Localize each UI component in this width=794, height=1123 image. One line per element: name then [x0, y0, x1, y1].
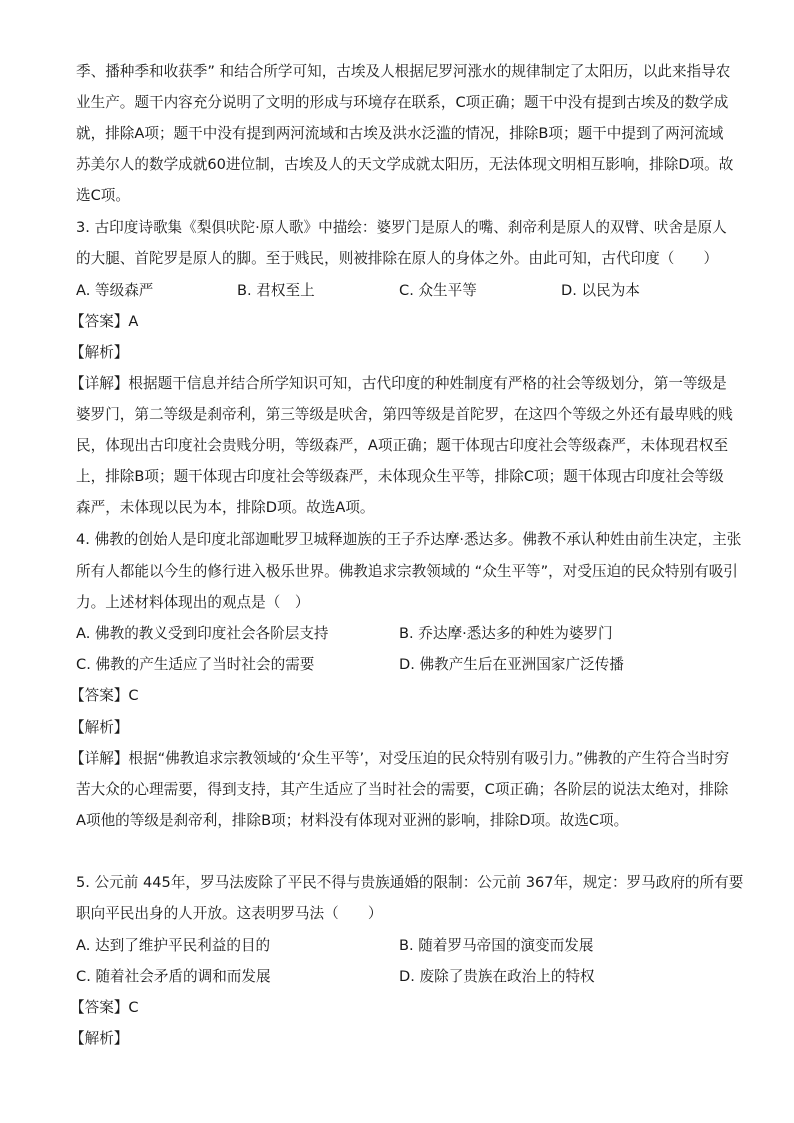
q4-option-a: A. 佛教的教义受到印度社会各阶层支持: [76, 625, 329, 642]
q4-detail-line: 【详解】根据“佛教追求宗教领域的‘众生平等’，对受压迫的民众特别有吸引力。”佛教的产生符合当时穷: [70, 750, 730, 767]
q3-detail-line: 【详解】根据题干信息并结合所学知识可知，古代印度的种姓制度有严格的社会等级划分，第一等级是: [70, 375, 727, 392]
q4-stem-line: 所有人都能以今生的修行进入极乐世界。佛教追求宗教领域的 “众生平等”，对受压迫的民众特别有吸引: [76, 563, 738, 580]
q4-option-b: B. 乔达摩·悉达多的种姓为婆罗门: [399, 625, 613, 642]
q4-answer: 【答案】C: [70, 687, 139, 704]
q3-detail-line: 婆罗门，第二等级是刹帝利，第三等级是吠舍，第四等级是首陀罗，在这四个等级之外还有最卑贱的贱: [76, 406, 733, 423]
q4-analysis-label: 【解析】: [70, 719, 129, 736]
q3-option-c: C. 众生平等: [399, 282, 477, 299]
q3-analysis-label: 【解析】: [70, 344, 129, 361]
q5-option-d: D. 废除了贵族在政治上的特权: [399, 968, 595, 985]
q5-option-c: C. 随着社会矛盾的调和而发展: [76, 968, 271, 985]
q5-answer: 【答案】C: [70, 999, 139, 1016]
q4-option-c: C. 佛教的产生适应了当时社会的需要: [76, 656, 315, 673]
q3-stem-line: 3. 古印度诗歌集《梨俱吠陀·原人歌》中描绘：婆罗门是原人的嘴、刹帝利是原人的双臂、吠舍是原人: [76, 219, 727, 236]
q4-detail-line: 苦大众的心理需要，得到支持，其产生适应了当时社会的需要，C项正确；各阶层的说法太绝对，排除: [76, 781, 729, 798]
q5-stem-line: 5. 公元前 445年，罗马法废除了平民不得与贵族通婚的限制：公元前 367年，规定：罗马政府的所有要: [76, 874, 744, 891]
q3-answer: 【答案】A: [70, 313, 139, 330]
q5-option-a: A. 达到了维护平民利益的目的: [76, 937, 271, 954]
intro-line: 季、播种季和收获季” 和结合所学可知，古埃及人根据尼罗河涨水的规律制定了太阳历，以此来指导农: [76, 63, 731, 80]
q3-stem-line: 的大腿、首陀罗是原人的脚。至于贱民，则被排除在原人的身体之外。由此可知，古代印度（ ）: [76, 250, 719, 267]
q3-detail-line: 森严，未体现以民为本，排除D项。故选A项。: [76, 499, 375, 516]
q4-stem-line: 力。上述材料体现出的观点是（ ）: [76, 594, 310, 611]
q5-option-b: B. 随着罗马帝国的演变而发展: [399, 937, 594, 954]
q3-option-b: B. 君权至上: [237, 282, 315, 299]
intro-line: 就，排除A项；题干中没有提到两河流域和古埃及洪水泛滥的情况，排除B项；题干中提到了两河流域: [76, 125, 724, 142]
q4-stem-line: 4. 佛教的创始人是印度北部迦毗罗卫城释迦族的王子乔达摩·悉达多。佛教不承认种姓由前生决定，主张: [76, 531, 742, 548]
q3-detail-line: 民，体现出古印度社会贵贱分明，等级森严，A项正确；题干体现古印度社会等级森严，未体现君权至: [76, 437, 729, 454]
q3-detail-line: 上，排除B项；题干体现古印度社会等级森严，未体现众生平等，排除C项；题干体现古印度社会等级: [76, 468, 724, 485]
q5-analysis-label: 【解析】: [70, 1030, 129, 1047]
q4-detail-line: A项他的等级是刹帝利，排除B项；材料没有体现对亚洲的影响，排除D项。故选C项。: [76, 812, 629, 829]
q4-option-d: D. 佛教产生后在亚洲国家广泛传播: [399, 656, 624, 673]
intro-line: 选C项。: [76, 187, 130, 204]
intro-line: 苏美尔人的数学成就60进位制，古埃及人的天文学成就太阳历，无法体现文明相互影响，排除D项。故: [76, 156, 734, 173]
intro-line: 业生产。题干内容充分说明了文明的形成与环境存在联系，C项正确；题干中没有提到古埃及的数学成: [76, 94, 729, 111]
q3-option-d: D. 以民为本: [561, 282, 640, 299]
q3-option-a: A. 等级森严: [76, 282, 154, 299]
q5-stem-line: 职向平民出身的人开放。这表明罗马法（ ）: [76, 905, 383, 922]
